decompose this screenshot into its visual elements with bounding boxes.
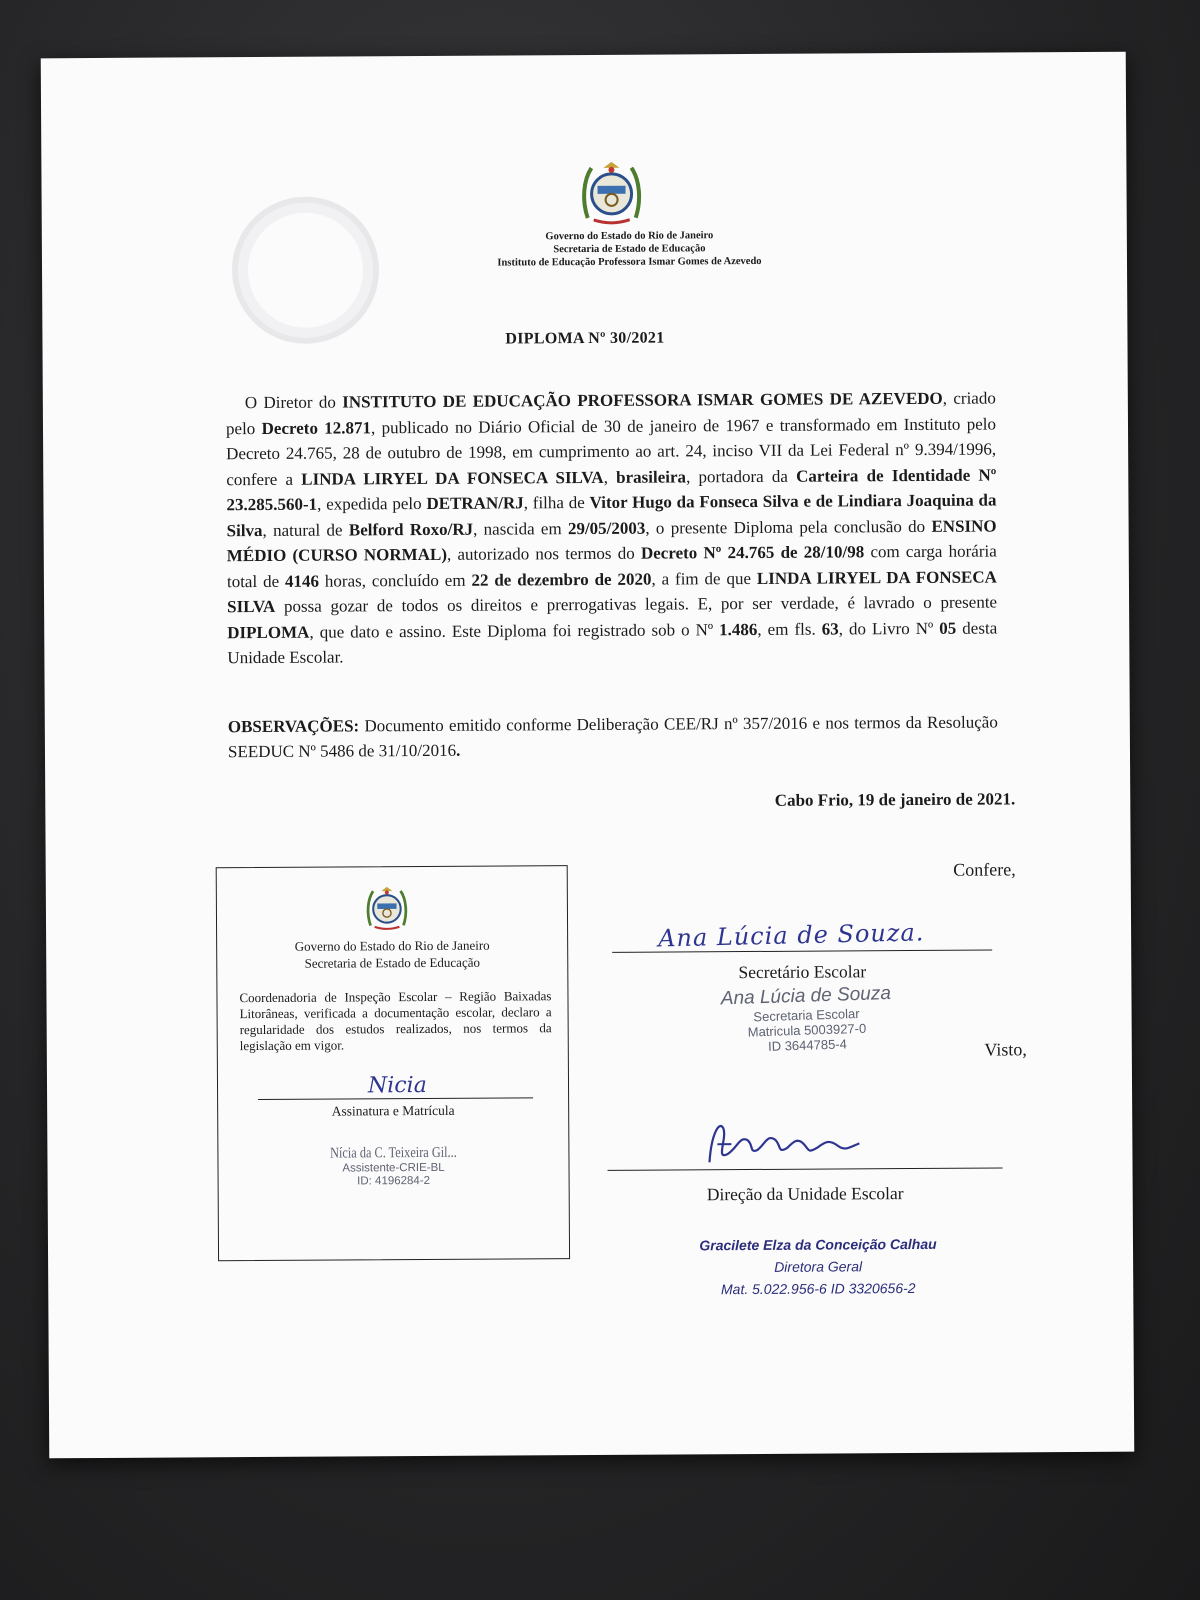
box-stamp-name: Nícia da C. Teixeira Gil... bbox=[330, 1144, 457, 1162]
box-stamp-id: ID: 4196284-2 bbox=[357, 1174, 431, 1188]
body-bold: Decreto 12.871 bbox=[261, 417, 372, 438]
direcao-stamp-name: Gracilete Elza da Conceição Calhau bbox=[699, 1235, 937, 1254]
body-bold: LINDA LIRYEL DA FONSECA SILVA bbox=[301, 467, 604, 489]
direcao-label: Direção da Unidade Escolar bbox=[706, 1183, 904, 1205]
body-bold: 05 bbox=[939, 618, 957, 638]
inspection-stamp-box bbox=[216, 865, 570, 1261]
confere-label: Confere, bbox=[953, 859, 1016, 880]
body-bold: DIPLOMA bbox=[227, 622, 310, 642]
body-text: , expedida pelo bbox=[317, 493, 427, 514]
box-signature-label: Assinatura e Matrícula bbox=[331, 1102, 455, 1119]
body-bold: Carteira de Identidade Nº 23.285.560-1 bbox=[226, 464, 997, 515]
place-date: Cabo Frio, 19 de janeiro de 2021. bbox=[774, 789, 1016, 810]
body-bold: 4146 bbox=[284, 571, 320, 591]
header-line-2: Secretaria de Estado de Educação bbox=[553, 243, 706, 256]
direcao-stamp-mat: Mat. 5.022.956-6 ID 3320656-2 bbox=[720, 1280, 916, 1298]
body-text: , portadora da bbox=[685, 466, 797, 486]
body-bold: 29/05/2003 bbox=[567, 518, 646, 538]
secretario-stamp-name: Ana Lúcia de Souza bbox=[720, 982, 892, 1010]
observations-label: OBSERVAÇÕES: bbox=[227, 716, 360, 737]
state-coat-of-arms-icon bbox=[579, 160, 643, 226]
body-text: possa gozar de todos os direitos e prerrogativas legais. E, por ser verdade, é lavrado o presente bbox=[275, 592, 998, 616]
body-text: horas, concluído em bbox=[318, 570, 472, 591]
body-bold: DETRAN/RJ bbox=[426, 493, 524, 513]
box-declaration: Coordenadoria de Inspeção Escolar – Região Baixadas Litorâneas, verificada a documentação escolar, declaro a regularidade dos estudos realizados, nos termos da legislação em vigor. bbox=[239, 988, 552, 1054]
diploma-page bbox=[41, 52, 1135, 1459]
observations-text: Documento emitido conforme Deliberação CEE/RJ nº 357/2016 e nos termos da Resolução SEEDUC Nº 5486 de 31/10/2016 bbox=[227, 712, 998, 762]
body-text: , filha de bbox=[523, 492, 590, 513]
body-text: , o presente Diploma pela conclusão do bbox=[645, 516, 932, 538]
body-text: O Diretor do bbox=[244, 392, 343, 413]
box-gov-header bbox=[217, 936, 567, 972]
body-text: desta Unidade Escolar. bbox=[227, 617, 998, 668]
body-text: , publicado no Diário Oficial de 30 de janeiro de 1967 e transformado em Instituto pelo Decreto 24.765, 28 de outubro de 1998, em cumprimento ao art. 24, inciso VII da Lei Federal nº 9.394/1996, confere a bbox=[226, 413, 997, 489]
secretario-signature: Ana Lúcia de Souza. bbox=[657, 918, 925, 953]
secretario-stamp-matricula: Matricula 5003927-0 bbox=[747, 1020, 867, 1040]
body-bold: Vitor Hugo da Fonseca Silva e de Lindiara Joaquina da Silva bbox=[226, 490, 997, 540]
body-text: , em fls. bbox=[757, 619, 822, 639]
body-bold: brasileira bbox=[616, 466, 687, 487]
body-text: , autorizado nos termos do bbox=[446, 543, 641, 564]
box-stamp-role: Assistente-CRIE-BL bbox=[342, 1161, 445, 1175]
secretario-stamp-id: ID 3644785-4 bbox=[767, 1036, 848, 1054]
body-text: , do Livro Nº bbox=[838, 618, 940, 638]
box-signature-line bbox=[258, 1097, 533, 1100]
body-bold: LINDA LIRYEL DA FONSECA SILVA bbox=[227, 566, 997, 617]
secretario-stamp bbox=[686, 982, 928, 1057]
secretario-label: Secretário Escolar bbox=[738, 961, 867, 983]
body-text: , que dato e assino. Este Diploma foi registrado sob o Nº bbox=[309, 619, 720, 642]
body-text: , nascida em bbox=[473, 518, 568, 539]
box-gov-line-1: Governo do Estado do Rio de Janeiro bbox=[294, 937, 490, 954]
diploma-title: DIPLOMA Nº 30/2021 bbox=[505, 329, 665, 348]
body-bold: ENSINO MÉDIO (CURSO NORMAL) bbox=[226, 515, 997, 566]
direcao-stamp-role: Diretora Geral bbox=[774, 1258, 863, 1275]
header-line-1: Governo do Estado do Rio de Janeiro bbox=[545, 230, 714, 243]
body-bold: INSTITUTO DE EDUCAÇÃO PROFESSORA ISMAR GOMES DE AZEVEDO bbox=[342, 388, 943, 412]
body-bold: 1.486 bbox=[719, 619, 758, 639]
observations bbox=[228, 709, 998, 764]
body-text: , natural de bbox=[262, 519, 349, 540]
institution-header bbox=[42, 227, 1127, 273]
body-bold: 63 bbox=[821, 618, 839, 639]
box-signature: Nicia bbox=[367, 1072, 427, 1099]
body-text: com carga horária total de bbox=[226, 541, 997, 591]
direcao-signature bbox=[697, 1113, 867, 1174]
body-bold: 22 de dezembro de 2020 bbox=[471, 569, 652, 590]
box-gov-line-2: Secretaria de Estado de Educação bbox=[304, 954, 481, 971]
header-line-3: Instituto de Educação Professora Ismar Gomes de Azevedo bbox=[497, 255, 762, 269]
direcao-stamp bbox=[688, 1233, 948, 1301]
body-bold: Belford Roxo/RJ bbox=[348, 519, 474, 539]
body-bold: Decreto Nº 24.765 de 28/10/98 bbox=[640, 542, 865, 563]
secretario-stamp-role: Secretaria Escolar bbox=[753, 1005, 860, 1025]
box-stamp bbox=[218, 1144, 568, 1189]
observations-end: . bbox=[456, 740, 461, 760]
visto-label: Visto, bbox=[984, 1039, 1027, 1060]
state-coat-of-arms-icon bbox=[365, 885, 409, 931]
diploma-body bbox=[226, 385, 998, 670]
body-text: , a fim de que bbox=[651, 568, 757, 589]
body-text: , criado pelo bbox=[225, 388, 996, 438]
body-text: , bbox=[603, 467, 617, 487]
